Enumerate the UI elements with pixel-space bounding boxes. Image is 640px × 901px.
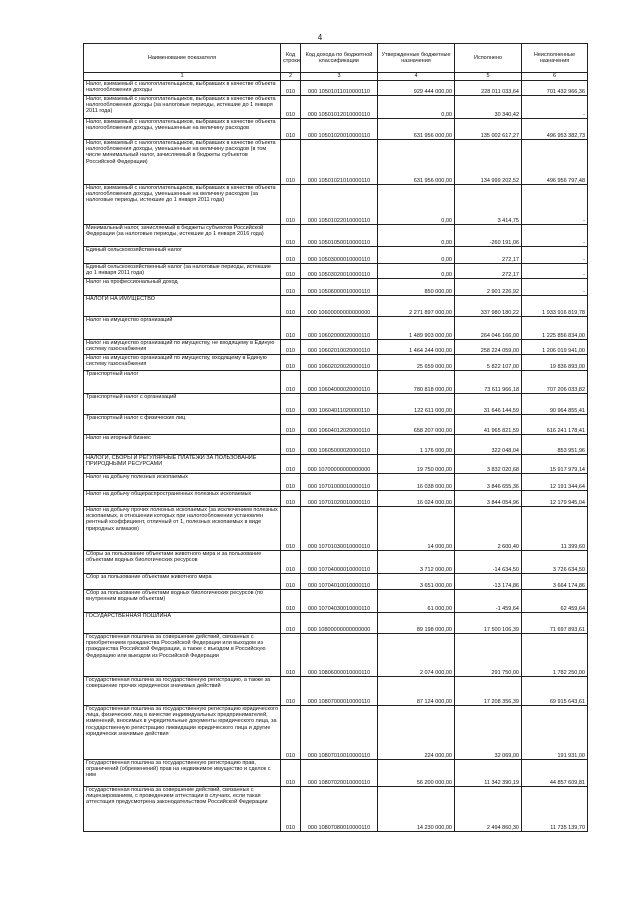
table-cell-executed: 272,17	[455, 264, 522, 279]
table-cell-approved: 16 038 000,00	[378, 474, 455, 491]
table-cell-name: Сбор за пользование объектами животного мира	[84, 574, 281, 590]
col-number: 3	[301, 73, 378, 81]
table-cell-executed: 264 046 166,00	[455, 317, 522, 340]
table-cell-line-code: 010	[281, 706, 301, 760]
table-row	[84, 590, 588, 613]
table-cell-line-code: 010	[281, 296, 301, 317]
table-cell-name: НАЛОГИ НА ИМУЩЕСТВО	[84, 296, 281, 317]
table-cell-name: Единый сельскохозяйственный налог (за налоговые периоды, истекшие до 1 января 2011 года)	[84, 264, 281, 279]
table-cell-name: Сборы за пользование объектами животного мира и за пользование объектами водных биологических ресурсов	[84, 551, 281, 574]
table-cell-approved: 2 271 897 000,00	[378, 296, 455, 317]
table-cell-approved: 89 198 000,00	[378, 613, 455, 634]
table-cell-name: НАЛОГИ, СБОРЫ И РЕГУЛЯРНЫЕ ПЛАТЕЖИ ЗА ПОЛЬЗОВАНИЕ ПРИРОДНЫМИ РЕСУРСАМИ	[84, 455, 281, 474]
table-cell-executed: 135 002 617,27	[455, 119, 522, 140]
table-cell-name: Сбор за пользование объектами водных биологических ресурсов (по внутренним водным объектам)	[84, 590, 281, 613]
table-cell-line-code: 010	[281, 279, 301, 296]
table-cell-income-code: 000 10501050010000110	[301, 225, 378, 247]
table-cell-line-code: 010	[281, 371, 301, 394]
table-cell-income-code: 000 10704010010000110	[301, 574, 378, 590]
table-cell-name: Налог, взимаемый с налогоплательщиков, выбравших в качестве объекта налогообложения доходы (за налоговые периоды, истекшие до 1 января 2011 года)	[84, 96, 281, 119]
table-cell-unexecuted: 701 432 966,36	[522, 81, 588, 96]
table-row	[84, 706, 588, 760]
table-cell-unexecuted: 1 933 916 819,78	[522, 296, 588, 317]
table-row	[84, 394, 588, 415]
table-cell-approved: 122 611 000,00	[378, 394, 455, 415]
table-cell-income-code: 000 10503000010000110	[301, 247, 378, 264]
table-cell-name: Государственная пошлина за совершение действий, связанных с приобретением гражданства Российской Федерации или выходом из гражданства Российской Федерации, а также с въездом в Российскую Федерацию или выездом из Российской Федерации	[84, 634, 281, 677]
table-cell-line-code: 010	[281, 415, 301, 435]
table-cell-income-code: 000 10701020010000110	[301, 491, 378, 507]
table-cell-approved: 2 074 000,00	[378, 634, 455, 677]
table-cell-line-code: 010	[281, 317, 301, 340]
table-cell-unexecuted: 191 931,00	[522, 706, 588, 760]
table-cell-executed: 134 999 202,52	[455, 140, 522, 185]
table-row	[84, 317, 588, 340]
table-cell-income-code: 000 10501012010000110	[301, 96, 378, 119]
table-cell-income-code: 000 10800000000000000	[301, 613, 378, 634]
table-cell-income-code: 000 10807000010000110	[301, 677, 378, 706]
table-cell-executed: 5 822 107,00	[455, 355, 522, 371]
table-cell-name: Налог на имущество организаций	[84, 317, 281, 340]
table-cell-approved: 631 956 000,00	[378, 140, 455, 185]
col-number: 6	[522, 73, 588, 81]
table-cell-unexecuted: 11 399,60	[522, 507, 588, 551]
table-cell-executed: 228 011 033,64	[455, 81, 522, 96]
table-row	[84, 787, 588, 832]
table-row	[84, 677, 588, 706]
table-cell-name: Налог на игорный бизнес	[84, 435, 281, 455]
table-cell-name: Минимальный налог, зачисляемый в бюджеты субъектов Российской Федерации (за налоговые периоды, истекшие до 1 января 2016 года)	[84, 225, 281, 247]
table-cell-line-code: 010	[281, 96, 301, 119]
table-cell-approved: 14 000,00	[378, 507, 455, 551]
table-row	[84, 760, 588, 787]
table-row	[84, 247, 588, 264]
table-cell-name: Налог на добычу общераспространенных полезных ископаемых	[84, 491, 281, 507]
budget-execution-table	[83, 43, 588, 832]
page-number: 4	[317, 33, 323, 42]
table-cell-approved: 631 956 000,00	[378, 119, 455, 140]
table-row	[84, 551, 588, 574]
table-cell-income-code: 000 10701000010000110	[301, 474, 378, 491]
table-cell-unexecuted: 496 956 797,48	[522, 140, 588, 185]
table-cell-line-code: 010	[281, 613, 301, 634]
table-row	[84, 435, 588, 455]
table-cell-name: Налог, взимаемый с налогоплательщиков, выбравших в качестве объекта налогообложения доходы, уменьшенные на величину расходов (в том числе минимальный налог, зачисляемый в бюджеты субъектов Российской Федерации)	[84, 140, 281, 185]
table-cell-income-code: 000 10704000010000110	[301, 551, 378, 574]
table-cell-executed: -14 634,50	[455, 551, 522, 574]
table-cell-unexecuted: 69 915 643,61	[522, 677, 588, 706]
table-cell-income-code: 000 10701030010000110	[301, 507, 378, 551]
table-cell-line-code: 010	[281, 551, 301, 574]
table-cell-income-code: 000 10807020010000110	[301, 760, 378, 787]
table-cell-income-code: 000 10604000020000110	[301, 371, 378, 394]
table-cell-line-code: 010	[281, 81, 301, 96]
table-row	[84, 455, 588, 474]
table-cell-approved: 61 000,00	[378, 590, 455, 613]
table-row	[84, 119, 588, 140]
table-cell-approved: 0,00	[378, 96, 455, 119]
table-cell-executed: 291 750,00	[455, 634, 522, 677]
table-cell-name: Государственная пошлина за государственную регистрацию прав, ограничений (обременений) прав на недвижимое имущество и сделок с ним	[84, 760, 281, 787]
table-cell-approved: 929 444 000,00	[378, 81, 455, 96]
table-cell-name: Транспортный налог с физических лиц	[84, 415, 281, 435]
table-cell-executed: -1 459,64	[455, 590, 522, 613]
table-cell-unexecuted: 496 953 382,73	[522, 119, 588, 140]
table-cell-name: Транспортный налог	[84, 371, 281, 394]
table-cell-name: Налог, взимаемый с налогоплательщиков, выбравших в качестве объекта налогообложения доходы, уменьшенные на величину расходов (за налоговые периоды, истекшие до 1 января 2011 года)	[84, 185, 281, 225]
table-cell-line-code: 010	[281, 760, 301, 787]
table-row	[84, 634, 588, 677]
table-cell-income-code: 000 10604011020000110	[301, 394, 378, 415]
table-cell-approved: 19 750 000,00	[378, 455, 455, 474]
table-cell-unexecuted: 1 225 856 834,00	[522, 317, 588, 340]
table-cell-approved: 1 176 000,00	[378, 435, 455, 455]
table-row	[84, 371, 588, 394]
table-cell-line-code: 010	[281, 677, 301, 706]
table-cell-line-code: 010	[281, 507, 301, 551]
table-cell-approved: 0,00	[378, 185, 455, 225]
table-cell-income-code: 000 10807010010000110	[301, 706, 378, 760]
table-cell-unexecuted: -	[522, 225, 588, 247]
table-cell-line-code: 010	[281, 787, 301, 832]
col-number: 1	[84, 73, 281, 81]
table-cell-name: Налог на имущество организаций по имуществу, не входящему в Единую систему газоснабжения	[84, 340, 281, 355]
table-row	[84, 355, 588, 371]
table-row	[84, 507, 588, 551]
table-cell-unexecuted: 3 664 174,86	[522, 574, 588, 590]
table-cell-unexecuted: 12 191 344,64	[522, 474, 588, 491]
table-row	[84, 96, 588, 119]
table-cell-unexecuted: 1 782 250,00	[522, 634, 588, 677]
table-cell-unexecuted: 1 206 019 941,00	[522, 340, 588, 355]
table-cell-executed: 11 342 390,19	[455, 760, 522, 787]
table-cell-line-code: 010	[281, 474, 301, 491]
table-cell-income-code: 000 10807080010000110	[301, 787, 378, 832]
table-cell-unexecuted: 15 917 979,14	[522, 455, 588, 474]
table-cell-name: Налог, взимаемый с налогоплательщиков, выбравших в качестве объекта налогообложения доходы	[84, 81, 281, 96]
table-cell-name: Государственная пошлина за государственную регистрацию, а также за совершение прочих юридически значимых действий	[84, 677, 281, 706]
table-cell-executed: 32 069,00	[455, 706, 522, 760]
table-cell-unexecuted: 44 857 609,81	[522, 760, 588, 787]
table-row	[84, 574, 588, 590]
table-cell-executed: 3 846 655,36	[455, 474, 522, 491]
table-cell-line-code: 010	[281, 225, 301, 247]
table-cell-income-code: 000 10501022010000110	[301, 185, 378, 225]
table-cell-unexecuted: -	[522, 185, 588, 225]
table-cell-executed: 3 832 020,68	[455, 455, 522, 474]
table-cell-income-code: 000 10501020010000110	[301, 119, 378, 140]
table-cell-executed: 258 224 059,00	[455, 340, 522, 355]
table-cell-approved: 0,00	[378, 247, 455, 264]
table-cell-executed: 2 600,40	[455, 507, 522, 551]
table-cell-income-code: 000 10605000020000110	[301, 435, 378, 455]
table-row	[84, 279, 588, 296]
table-row	[84, 491, 588, 507]
table-cell-unexecuted: 62 459,64	[522, 590, 588, 613]
table-cell-income-code: 000 10501011010000110	[301, 81, 378, 96]
table-cell-name: Государственная пошлина за совершение действий, связанных с лицензированием, с проведением аттестации в случаях, если такая аттестация предусмотрена законодательством Российской Федерации	[84, 787, 281, 832]
table-row	[84, 340, 588, 355]
table-cell-unexecuted: 3 726 634,50	[522, 551, 588, 574]
table-cell-approved: 87 124 000,00	[378, 677, 455, 706]
table-cell-unexecuted: 616 241 178,41	[522, 415, 588, 435]
table-cell-approved: 1 464 244 000,00	[378, 340, 455, 355]
table-cell-approved: 658 207 000,00	[378, 415, 455, 435]
table-cell-unexecuted: 71 697 893,61	[522, 613, 588, 634]
table-cell-line-code: 010	[281, 264, 301, 279]
table-cell-name: Транспортный налог с организаций	[84, 394, 281, 415]
table-cell-name: Налог на добычу прочих полезных ископаемых (за исключением полезных ископаемых, в отношении которых при налогообложении установлен рентный коэффициент, отличный от 1, полезных ископаемых в виде природных алмазов)	[84, 507, 281, 551]
header-income-code: Код дохода по бюджетной классификации	[301, 44, 378, 73]
table-row	[84, 185, 588, 225]
table-cell-executed: 17 500 106,39	[455, 613, 522, 634]
table-cell-income-code: 000 10506000010000110	[301, 279, 378, 296]
table-cell-unexecuted: 12 179 945,04	[522, 491, 588, 507]
table-row	[84, 415, 588, 435]
table-cell-income-code: 000 10704030010000110	[301, 590, 378, 613]
table-cell-executed: 337 980 180,22	[455, 296, 522, 317]
table-cell-income-code: 000 10503020010000110	[301, 264, 378, 279]
table-cell-line-code: 010	[281, 634, 301, 677]
table-row	[84, 225, 588, 247]
table-cell-line-code: 010	[281, 247, 301, 264]
table-cell-approved: 780 818 000,00	[378, 371, 455, 394]
table-row	[84, 613, 588, 634]
table-cell-income-code: 000 10806000010000110	[301, 634, 378, 677]
header-unexecuted: Неисполненные назначения	[522, 44, 588, 73]
table-cell-approved: 3 712 000,00	[378, 551, 455, 574]
table-cell-name: ГОСУДАРСТВЕННАЯ ПОШЛИНА	[84, 613, 281, 634]
table-cell-name: Налог, взимаемый с налогоплательщиков, выбравших в качестве объекта налогообложения доходы, уменьшенные на величину расходов	[84, 119, 281, 140]
table-cell-executed: 322 048,04	[455, 435, 522, 455]
table-cell-unexecuted: -	[522, 247, 588, 264]
table-cell-executed: 272,17	[455, 247, 522, 264]
table-cell-approved: 850 000,00	[378, 279, 455, 296]
table-cell-unexecuted: -	[522, 264, 588, 279]
header-name: Наименование показателя	[84, 44, 281, 73]
table-cell-line-code: 010	[281, 574, 301, 590]
table-cell-unexecuted: 853 951,96	[522, 435, 588, 455]
table-cell-approved: 16 024 000,00	[378, 491, 455, 507]
table-cell-line-code: 010	[281, 340, 301, 355]
table-row	[84, 474, 588, 491]
table-cell-executed: 2 901 226,92	[455, 279, 522, 296]
table-cell-approved: 0,00	[378, 225, 455, 247]
table-cell-approved: 3 651 000,00	[378, 574, 455, 590]
table-row	[84, 140, 588, 185]
table-cell-income-code: 000 10600000000000000	[301, 296, 378, 317]
table-cell-executed: 31 646 144,59	[455, 394, 522, 415]
table-cell-unexecuted: 707 206 033,82	[522, 371, 588, 394]
table-cell-income-code: 000 10602000020000110	[301, 317, 378, 340]
table-cell-income-code: 000 10602020020000110	[301, 355, 378, 371]
table-cell-line-code: 010	[281, 394, 301, 415]
table-cell-unexecuted: -	[522, 96, 588, 119]
table-cell-approved: 14 230 000,00	[378, 787, 455, 832]
table-row	[84, 264, 588, 279]
table-cell-name: Налог на добычу полезных ископаемых	[84, 474, 281, 491]
table-cell-unexecuted: 19 836 893,00	[522, 355, 588, 371]
table-cell-approved: 56 200 000,00	[378, 760, 455, 787]
table-cell-unexecuted: -	[522, 279, 588, 296]
header-line-code: Код строки	[281, 44, 301, 73]
header-executed: Исполнено	[455, 44, 522, 73]
table-cell-line-code: 010	[281, 590, 301, 613]
table-cell-unexecuted: 90 964 855,41	[522, 394, 588, 415]
table-cell-executed: 41 965 821,59	[455, 415, 522, 435]
table-row	[84, 81, 588, 96]
table-cell-line-code: 010	[281, 185, 301, 225]
table-cell-line-code: 010	[281, 355, 301, 371]
table-cell-line-code: 010	[281, 140, 301, 185]
header-approved: Утвержденные бюджетные назначения	[378, 44, 455, 73]
table-cell-line-code: 010	[281, 455, 301, 474]
table-cell-executed: 2 494 860,30	[455, 787, 522, 832]
table-cell-line-code: 010	[281, 119, 301, 140]
table-cell-executed: 17 208 356,39	[455, 677, 522, 706]
table-cell-income-code: 000 10604012020000110	[301, 415, 378, 435]
table-cell-executed: -13 174,86	[455, 574, 522, 590]
table-cell-income-code: 000 10602010020000110	[301, 340, 378, 355]
table-cell-executed: 3 844 054,96	[455, 491, 522, 507]
table-cell-executed: 3 414,75	[455, 185, 522, 225]
table-cell-executed: -260 191,06	[455, 225, 522, 247]
table-cell-approved: 25 659 000,00	[378, 355, 455, 371]
table-cell-name: Налог на имущество организаций по имуществу, входящему в Единую систему газоснабжения	[84, 355, 281, 371]
table-cell-name: Единый сельскохозяйственный налог	[84, 247, 281, 264]
table-cell-unexecuted: 11 735 139,70	[522, 787, 588, 832]
table-row	[84, 296, 588, 317]
table-cell-name: Налог на профессиональный доход	[84, 279, 281, 296]
col-number: 5	[455, 73, 522, 81]
table-cell-name: Государственная пошлина за государственную регистрацию юридического лица, физических лиц в качестве индивидуальных предпринимателей, изменений, вносимых в учредительные документы юридического лица, за государственную регистрацию ликвидации юридического лица и другие юридически значимые действия	[84, 706, 281, 760]
table-cell-line-code: 010	[281, 491, 301, 507]
table-cell-income-code: 000 10700000000000000	[301, 455, 378, 474]
table-cell-executed: 73 611 966,18	[455, 371, 522, 394]
col-number: 4	[378, 73, 455, 81]
table-cell-executed: 30 340,42	[455, 96, 522, 119]
table-cell-income-code: 000 10501021010000110	[301, 140, 378, 185]
table-cell-approved: 224 000,00	[378, 706, 455, 760]
table-cell-line-code: 010	[281, 435, 301, 455]
table-cell-approved: 1 489 903 000,00	[378, 317, 455, 340]
col-number: 2	[281, 73, 301, 81]
table-cell-approved: 0,00	[378, 264, 455, 279]
